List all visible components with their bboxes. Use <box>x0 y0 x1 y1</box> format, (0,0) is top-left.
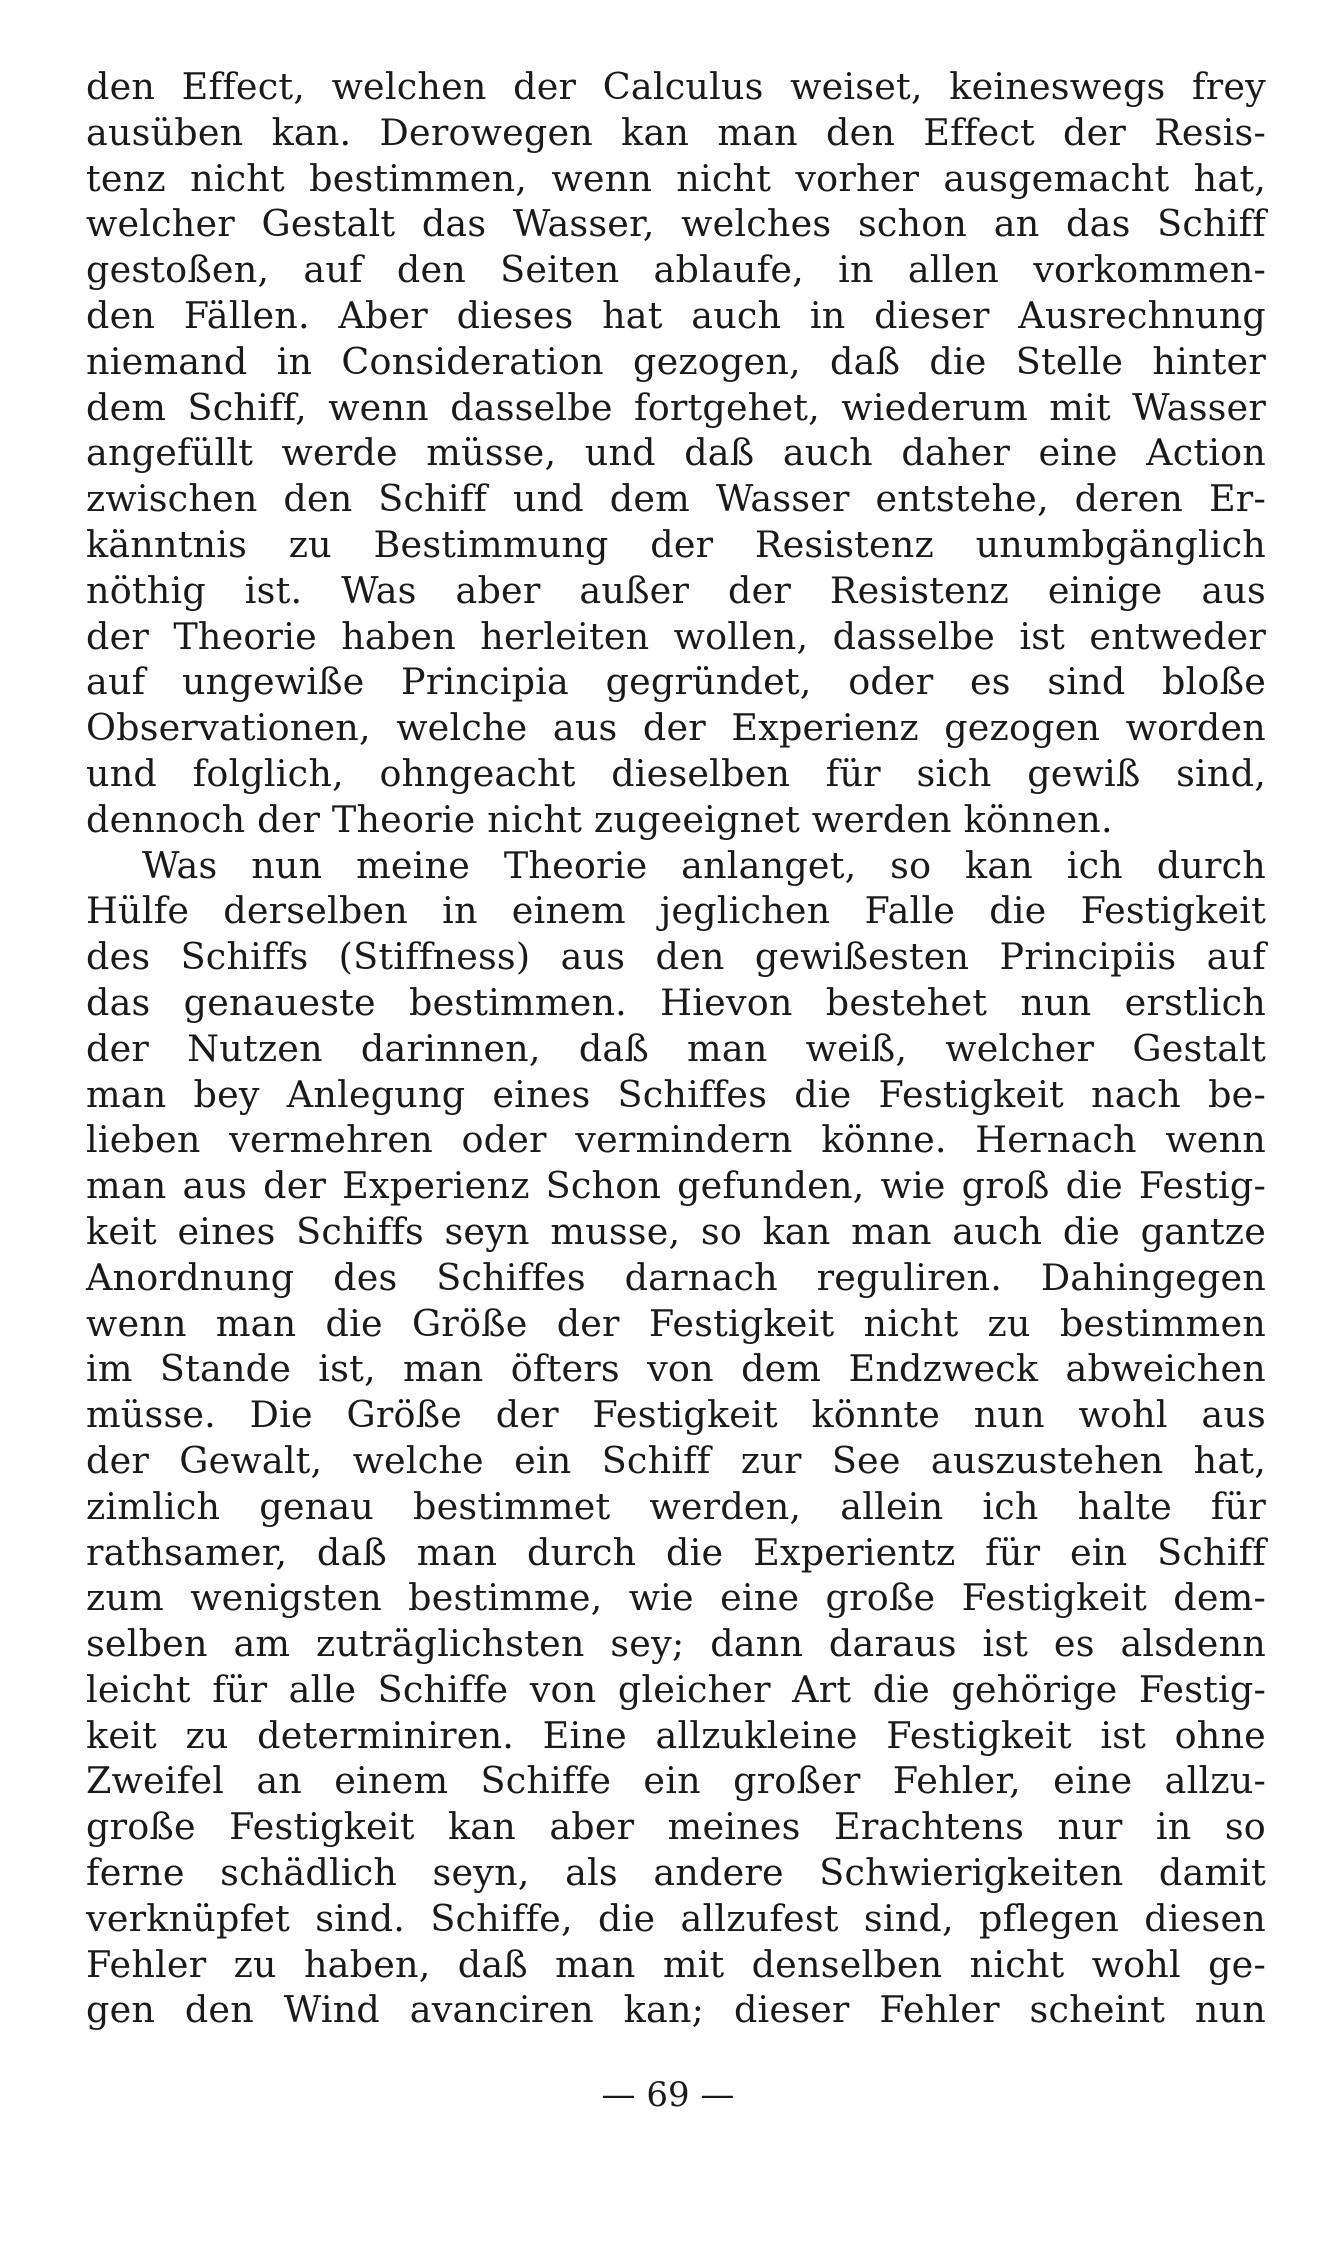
text-line: Zweifel an einem Schiffe ein großer Fehler, eine allzu- <box>86 1759 1266 1803</box>
text-line: den Effect, welchen der Calculus weiset, keineswegs frey <box>86 65 1266 108</box>
paragraph-2 <box>86 843 1266 2034</box>
text-line: das genaueste bestimmen. Hievon bestehet nun erstlich <box>86 980 1266 1024</box>
text-line: verknüpfet sind. Schiffe, die allzufest sind, pflegen diesen <box>86 1896 1266 1940</box>
text-line: leicht für alle Schiffe von gleicher Art die gehörige Festig- <box>86 1667 1266 1711</box>
text-line: Observationen, welche aus der Experienz gezogen worden <box>86 706 1266 750</box>
text-line: der Nutzen darinnen, daß man weiß, welcher Gestalt <box>86 1026 1266 1070</box>
text-line: tenz nicht bestimmen, wenn nicht vorher ausgemacht hat, <box>86 156 1266 200</box>
text-line: Was nun meine Theorie anlanget, so kan ich durch <box>142 843 1266 887</box>
text-line: den Fällen. Aber dieses hat auch in dieser Ausrechnung <box>86 293 1266 337</box>
text-line: angefüllt werde müsse, und daß auch daher eine Action <box>86 431 1266 475</box>
text-line: der Theorie haben herleiten wollen, dasselbe ist entweder <box>86 614 1266 658</box>
text-line: auf ungewiße Principia gegründet, oder es sind bloße <box>86 660 1266 704</box>
text-line: gestoßen, auf den Seiten ablaufe, in allen vorkommen- <box>86 248 1266 292</box>
text-line: man aus der Experienz Schon gefunden, wie groß die Festig- <box>86 1164 1266 1208</box>
text-line: zimlich genau bestimmet werden, allein ich halte für <box>86 1484 1266 1528</box>
text-line: im Stande ist, man öfters von dem Endzweck abweichen <box>86 1347 1266 1391</box>
text-line: känntnis zu Bestimmung der Resistenz unumbgänglich <box>86 522 1266 566</box>
text-line: man bey Anlegung eines Schiffes die Festigkeit nach be- <box>86 1072 1266 1116</box>
text-line: selben am zuträglichsten sey; dann daraus ist es alsdenn <box>86 1622 1266 1666</box>
text-line: Anordnung des Schiffes darnach reguliren. Dahingegen <box>86 1255 1266 1299</box>
text-line: dem Schiff, wenn dasselbe fortgehet, wiederum mit Wasser <box>86 385 1266 429</box>
text-line: lieben vermehren oder vermindern könne. Hernach wenn <box>86 1118 1266 1162</box>
text-line: welcher Gestalt das Wasser, welches schon an das Schiff <box>86 202 1266 246</box>
text-line: rathsamer, daß man durch die Experientz für ein Schiff <box>86 1530 1266 1574</box>
text-line: große Festigkeit kan aber meines Erachtens nur in so <box>86 1805 1266 1849</box>
page-body <box>86 64 1266 2033</box>
text-line: der Gewalt, welche ein Schiff zur See auszustehen hat, <box>86 1438 1266 1482</box>
paragraph-1 <box>86 64 1266 843</box>
text-line: zwischen den Schiff und dem Wasser entstehe, deren Er- <box>86 477 1266 521</box>
text-line: und folglich, ohngeacht dieselben für sich gewiß sind, <box>86 751 1266 795</box>
text-line: keit zu determiniren. Eine allzukleine Festigkeit ist ohne <box>86 1713 1266 1757</box>
text-line: gen den Wind avanciren kan; dieser Fehler scheint nun <box>86 1988 1266 2032</box>
text-line: müsse. Die Größe der Festigkeit könnte nun wohl aus <box>86 1393 1266 1437</box>
page-number: — 69 — <box>601 2075 735 2115</box>
text-line: ausüben kan. Derowegen kan man den Effect der Resis- <box>86 110 1266 154</box>
text-line: Hülfe derselben in einem jeglichen Falle die Festigkeit <box>86 889 1266 933</box>
text-line: wenn man die Größe der Festigkeit nicht zu bestimmen <box>86 1301 1266 1345</box>
text-line: ferne schädlich seyn, als andere Schwierigkeiten damit <box>86 1851 1266 1895</box>
text-line: des Schiffs (Stiffness) aus den gewißesten Principiis auf <box>86 935 1266 979</box>
text-line: zum wenigsten bestimme, wie eine große Festigkeit dem- <box>86 1576 1266 1620</box>
text-line: niemand in Consideration gezogen, daß die Stelle hinter <box>86 339 1266 383</box>
text-line: Fehler zu haben, daß man mit denselben nicht wohl ge- <box>86 1942 1266 1986</box>
text-line: keit eines Schiffs seyn musse, so kan man auch die gantze <box>86 1209 1266 1253</box>
text-line: nöthig ist. Was aber außer der Resistenz einige aus <box>86 568 1266 612</box>
text-line: dennoch der Theorie nicht zugeeignet werden können. <box>86 797 1113 841</box>
